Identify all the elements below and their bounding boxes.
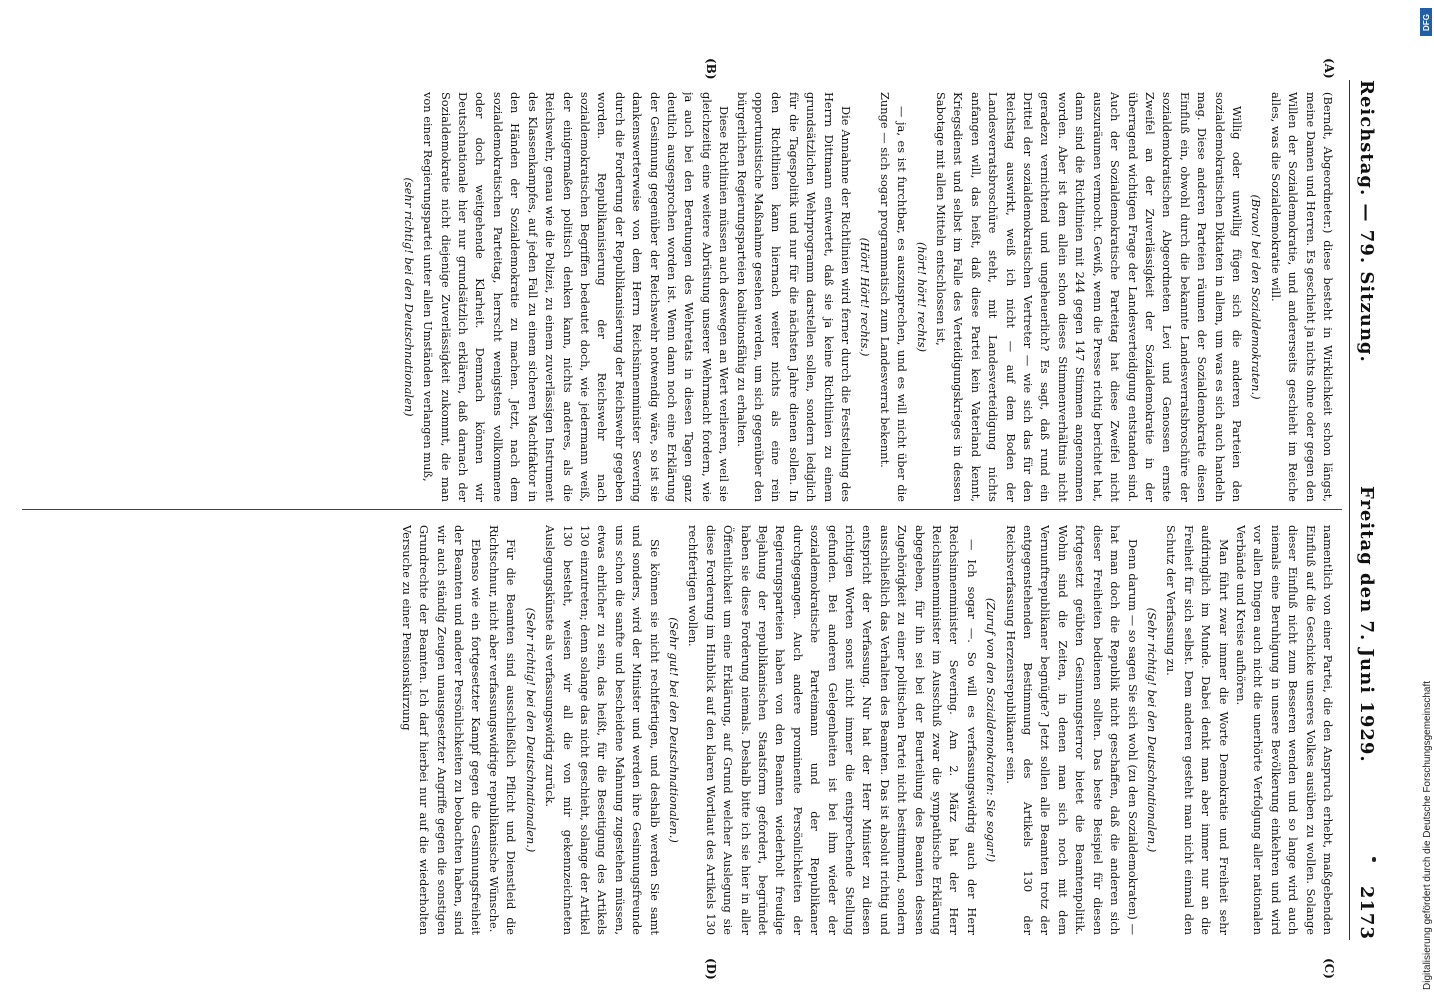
dfg-logo-text: DFG [1421,13,1431,31]
header-rule [1349,80,1350,940]
paragraph: Die Annahme der Richtlinien wird ferner durch die Feststellung des Herrn Dittmann entwertet, daß sie ja keine Richtlinien zu einem grundsätzlichen Wehrprogramm darstellen sollen, sondern lediglich für die Tagespolitik und nur für die nächsten Jahre dienen sollen. In den Richtlinien kann hiernach weiter nichts als eine rein opportunistische Maßnahme gesehen werden, um sich gegenüber den bürgerlichen Regierungsparteien koalitionsfähig zu erhalten. [734,92,854,502]
paragraph: Man führt zwar immer die Worte Demokratie und Freiheit sehr aufdringlich im Munde. Dabei denkt man aber immer nur an die Freiheit für sich selbst. Dem anderen gesteht man nicht einmal den Schutz der Verfassung zu. [1164,525,1231,935]
stage-direction: (Sehr richtig! bei den Deutschnationalen.) [523,607,538,853]
stage-direction: (sehr richtig! bei den Deutschnationalen) [401,177,416,417]
margin-marker-c: (C) [1322,958,1336,979]
stage-direction: (hört! hört! rechts) [914,241,929,353]
header-page-number: 2173 [1356,885,1377,940]
stage-direction: (Sehr gut! bei den Deutschnationalen.) [666,617,681,843]
margin-marker-d: (D) [704,958,718,980]
paragraph: namentlich von einer Partei, die den Anspruch erhebt, maßgebenden Einfluß auf die Geschicke unseres Volkes ausüben zu wollen. Solange dieser Einfluß nicht zum Besseren wenden und so lange wird auch niemals eine Beruhigung in unsere Bevölkerung einkehren und wird vor allen Dingen auch nicht die unerhörte Verfolgung aller nationalen Verbände und Kreise aufhören. [1233,525,1335,935]
stage-direction: (Zuruf von den Sozialdemokraten: Sie sogar!) [984,597,999,863]
paragraph: Denn darum — so sagen Sie sich wohl (zu den Sozialdemokraten) — hat man doch die Republik nicht geschaffen, daß die anderen sich dieser Freiheiten bedienen sollten. Das beste Beispiel für diesen fortgesetzt geübten Gesinnungsterror bietet die Beamtenpolitik. Wohin sind die Zeiten, in denen man sich noch mit dem Vernunftrepublikaner begnügte? Jetzt sollen alle Beamten trotz der entgegenstehenden Bestimmung des Artikels 130 der Reichsverfassung Herzensrepublikaner sein. [1003,525,1140,935]
page-header [1356,80,1382,940]
right-text-column [26,525,1336,935]
paragraph: Willig oder unwillig fügen sich die anderen Parteien den sozialdemokratischen Diktaten in allem, um was es sich auch handeln mag. Diese anderen Parteien räumen der Sozialdemokratie diesen Einfluß ein, obwohl durch die bekannte Landesverratsbroschüre der sozialdemokratischen Abgeordneten Levi und Genossen ernste Zweifel an der Zuverlässigkeit der Sozialdemokratie in der überragend wichtigen Frage der Landesverteidigung entstanden sind. Auch der Sozialdemokratische Parteitag hat diese Zweifel nicht auszuräumen vermocht. Gewiß, wenn die Presse richtig berichtet hat, dann sind die Richtlinien mit 244 gegen 147 Stimmen angenommen worden. Aber ist dem allein schon dieses Stimmenverhältnis nicht geradezu vernichtend und ungeheuerlich? Es sagt, daß rund ein Drittel der sozialdemokratischen Vertreter — wie sich das für den Reichstag auswirkt, weiß ich nicht — auf dem Boden der Landesverratsbroschüre steht, mit Landesverteidigung nichts anfangen will, das heißt, daß diese Partei kein Vaterland kennt, Kriegsdienst und selbst im Falle des Verteidigungskrieges in dessen Sabotage mit allen Mitteln entschlossen ist, [934,92,1244,502]
paragraph: Sie können sie nicht rechtfertigen, und deshalb werden Sie samt und sonders, wird der Minister und werden ihre Gesinnungsfreunde uns schon die sanfte und bescheidene Mahnung zugestehen müssen, etwas ehrlicher zu sein, das heißt, für die Beseitigung des Artikels 130 einzutreten; denn solange das nicht geschieht, solange der Artikel 130 besteht, weisen wir all die von mir gekennzeichneten Auslegungskünste als verfassungswidrig zurück. [543,525,662,935]
margin-marker-b: (B) [704,58,718,80]
paragraph: Ebenso wie ein fortgesetzter Kampf gegen die Gesinnungsfreiheit der Beamten und anderer Persönlichkeiten zu beobachten haben, sind wir auch ständig Zeugen unausgesetzter Angriffe gegen die sonstigen Grundrechte der Beamten. Ich darf hierbei nur auf die wiederholten Versuche zu einer Pensionskürzung [399,525,484,935]
ink-spot [1372,857,1376,862]
column-divider [22,509,1342,510]
left-text-column [26,92,1336,502]
header-date: Freitag den 7. Juni 1929. [1356,485,1377,763]
paragraph: — Ich sogar —. So will es verfassungswidrig auch der Herr Reichsinnenminister Severing. Am 2. März hat der Herr Reichsinnenminister im Ausschuß zwar die sympathische Erklärung abgegeben, für ihn sei bei der Beurteilung des Beamten dessen Zugehörigkeit zu einer politischen Partei nicht bestimmend, sondern ausschließlich das Verhalten des Beamten. Das ist absolut richtig und entspricht der Verfassung. Nur hat der Herr Minister zu diesen richtigen Worten sonst nicht immer die entsprechende Stellung gefunden. Bei anderen Gelegenheiten ist bei ihm wieder der sozialdemokratische Parteimann und der Republikaner durchgegangen. Auch andere prominente Persönlichkeiten der Regierungsparteien haben von den Beamten wiederholt freudige Bejahung der republikanischen Staatsform gefordert, begründet haben sie diese Forderung niemals. Deshalb bitte ich sie hier in aller Öffentlichkeit um eine Erklärung, auf Grund welcher Auslegung sie diese Forderung im Hinblick auf den klaren Wortlaut des Artikels 130 rechtfertigen wollen. [686,525,979,935]
paragraph: (Berndt, Abgeordneter.) diese besteht in Wirklichkeit schon längst, meine Damen und Herren. Es geschieht ja nichts ohne oder gegen den Willen der Sozialdemokratie, und andererseits geschieht im Reiche alles, was die Sozialdemokratie will. [1268,92,1335,502]
paragraph: Diese Richtlinien müssen auch deswegen an Wert verlieren, weil sie gleichzeitig eine weitere Abrüstung unserer Wehrmacht fordern, wie ja auch bei den Beratungen des Wehretats in diesen Tagen ganz deutlich ausgesprochen worden ist. Wenn dann noch eine Erklärung der Gesinnung gegenüber der Reichswehr notwendig wäre, so ist sie dankenswerterweise von dem Herrn Reichsinnenminister Severing durch die Forderung der Republikanisierung der Reichswehr gegeben worden. Republikanisierung der Reichswehr nach sozialdemokratischen Begriffen bedeutet doch, wie jedermann weiß, der einigermaßen politisch denken kann, nichts anderes, als die Reichswehr, genau wie die Polizei, zu einem zuverlässigen Instrument des Klassenkampfes, auf jeden Fall zu einem sicheren Machtfaktor in den Händen der Sozialdemokratie zu machen. Jetzt, nach dem sozialdemokratischen Parteitag, herrscht wenigstens vollkommene oder doch weitgehende Klarheit. Demnach können wir Deutschnationale hier nur grundsätzlich erklären, daß darnach der Sozialdemokratie nicht diejenige Zuverlässigkeit zukommt, die man von einer Regierungspartei unter allen Umständen verlangen muß, [421,92,732,502]
header-session: Reichstag. — 79. Sitzung. [1356,80,1377,363]
digitization-credit: Digitalisierung gefördert durch die Deutsche Forschungsgemeinschaft [1422,680,1433,990]
paragraph: — ja, es ist furchtbar, es auszusprechen, und es will nicht über die Zunge — sich sogar programmatisch zum Landesverrat bekennt. [877,92,910,502]
stage-direction: (Sehr richtig! bei den Deutschnationalen.) [1144,607,1159,853]
paragraph: Für die Beamten sind ausschließlich Pflicht und Dienstleid die Richtschnur, nicht aber verfassungswidrige republikanische Wünsche. [486,525,519,935]
stage-direction: (Bravo! bei den Sozialdemokraten.) [1249,194,1264,400]
stage-direction: (Hört! Hört! rechts.) [858,237,873,357]
dfg-logo [1420,8,1432,36]
margin-marker-a: (A) [1322,58,1336,79]
